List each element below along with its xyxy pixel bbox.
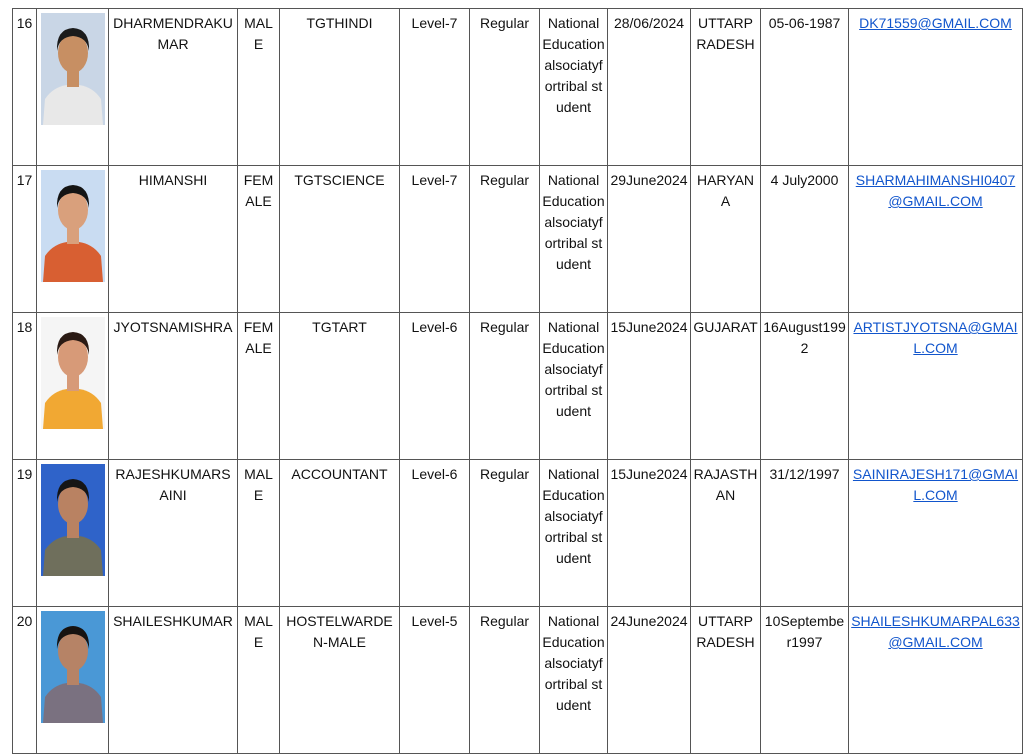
post-title: HOSTELWARDEN-MALE — [280, 607, 400, 754]
pay-level: Level-6 — [400, 460, 470, 607]
table-row — [13, 9, 1023, 166]
appointment-type: Regular — [470, 607, 540, 754]
home-state: HARYANA — [691, 166, 761, 313]
organization: National Educationalsociatyfortribal student — [540, 166, 608, 313]
profile-photo — [41, 464, 105, 576]
table-row — [13, 166, 1023, 313]
joining-date: 15June2024 — [608, 460, 691, 607]
home-state: UTTARPRADESH — [691, 607, 761, 754]
pay-level: Level-7 — [400, 9, 470, 166]
profile-photo — [41, 13, 105, 125]
post-title: TGTSCIENCE — [280, 166, 400, 313]
email-link[interactable]: SHAILESHKUMARPAL633@GMAIL.COM — [851, 613, 1020, 650]
photo-cell — [37, 9, 109, 166]
post-title: ACCOUNTANT — [280, 460, 400, 607]
serial-number: 20 — [13, 607, 37, 754]
email-cell — [849, 607, 1023, 754]
table-row — [13, 313, 1023, 460]
date-of-birth: 4 July2000 — [761, 166, 849, 313]
employee-name: JYOTSNAMISHRA — [109, 313, 238, 460]
appointment-type: Regular — [470, 9, 540, 166]
email-link[interactable]: SAINIRAJESH171@GMAIL.COM — [852, 466, 1019, 503]
joining-date: 29June2024 — [608, 166, 691, 313]
employee-name: HIMANSHI — [109, 166, 238, 313]
email-cell — [849, 313, 1023, 460]
post-title: TGTART — [280, 313, 400, 460]
date-of-birth: 31/12/1997 — [761, 460, 849, 607]
table-body — [13, 9, 1023, 754]
email-link[interactable]: SHARMAHIMANSHI0407@GMAIL.COM — [855, 172, 1016, 209]
pay-level: Level-6 — [400, 313, 470, 460]
appointment-type: Regular — [470, 166, 540, 313]
photo-cell — [37, 607, 109, 754]
serial-number: 19 — [13, 460, 37, 607]
joining-date: 24June2024 — [608, 607, 691, 754]
table-row — [13, 460, 1023, 607]
gender: FEMALE — [238, 313, 280, 460]
organization: National Educationalsociatyfortribal student — [540, 313, 608, 460]
employee-name: DHARMENDRAKUMAR — [109, 9, 238, 166]
photo-cell — [37, 460, 109, 607]
gender: FEMALE — [238, 166, 280, 313]
profile-photo — [41, 611, 105, 723]
photo-cell — [37, 313, 109, 460]
gender: MALE — [238, 607, 280, 754]
home-state: RAJASTHAN — [691, 460, 761, 607]
appointment-type: Regular — [470, 460, 540, 607]
joining-date: 28/06/2024 — [608, 9, 691, 166]
home-state: UTTARPRADESH — [691, 9, 761, 166]
joining-date: 15June2024 — [608, 313, 691, 460]
photo-cell — [37, 166, 109, 313]
home-state: GUJARAT — [691, 313, 761, 460]
date-of-birth: 16August1992 — [761, 313, 849, 460]
pay-level: Level-7 — [400, 166, 470, 313]
profile-photo — [41, 170, 105, 282]
table-row — [13, 607, 1023, 754]
appointment-type: Regular — [470, 313, 540, 460]
email-cell — [849, 166, 1023, 313]
serial-number: 16 — [13, 9, 37, 166]
email-link[interactable]: DK71559@GMAIL.COM — [859, 15, 1012, 31]
profile-photo — [41, 317, 105, 429]
date-of-birth: 10September1997 — [761, 607, 849, 754]
employee-name: SHAILESHKUMAR — [109, 607, 238, 754]
gender: MALE — [238, 460, 280, 607]
serial-number: 17 — [13, 166, 37, 313]
serial-number: 18 — [13, 313, 37, 460]
post-title: TGTHINDI — [280, 9, 400, 166]
date-of-birth: 05-06-1987 — [761, 9, 849, 166]
organization: National Educationalsociatyfortribal student — [540, 9, 608, 166]
employee-name: RAJESHKUMARSAINI — [109, 460, 238, 607]
email-cell — [849, 9, 1023, 166]
gender: MALE — [238, 9, 280, 166]
email-link[interactable]: ARTISTJYOTSNA@GMAIL.COM — [853, 319, 1018, 356]
organization: National Educationalsociatyfortribal student — [540, 607, 608, 754]
pay-level: Level-5 — [400, 607, 470, 754]
organization: National Educationalsociatyfortribal student — [540, 460, 608, 607]
email-cell — [849, 460, 1023, 607]
staff-table — [12, 8, 1023, 754]
